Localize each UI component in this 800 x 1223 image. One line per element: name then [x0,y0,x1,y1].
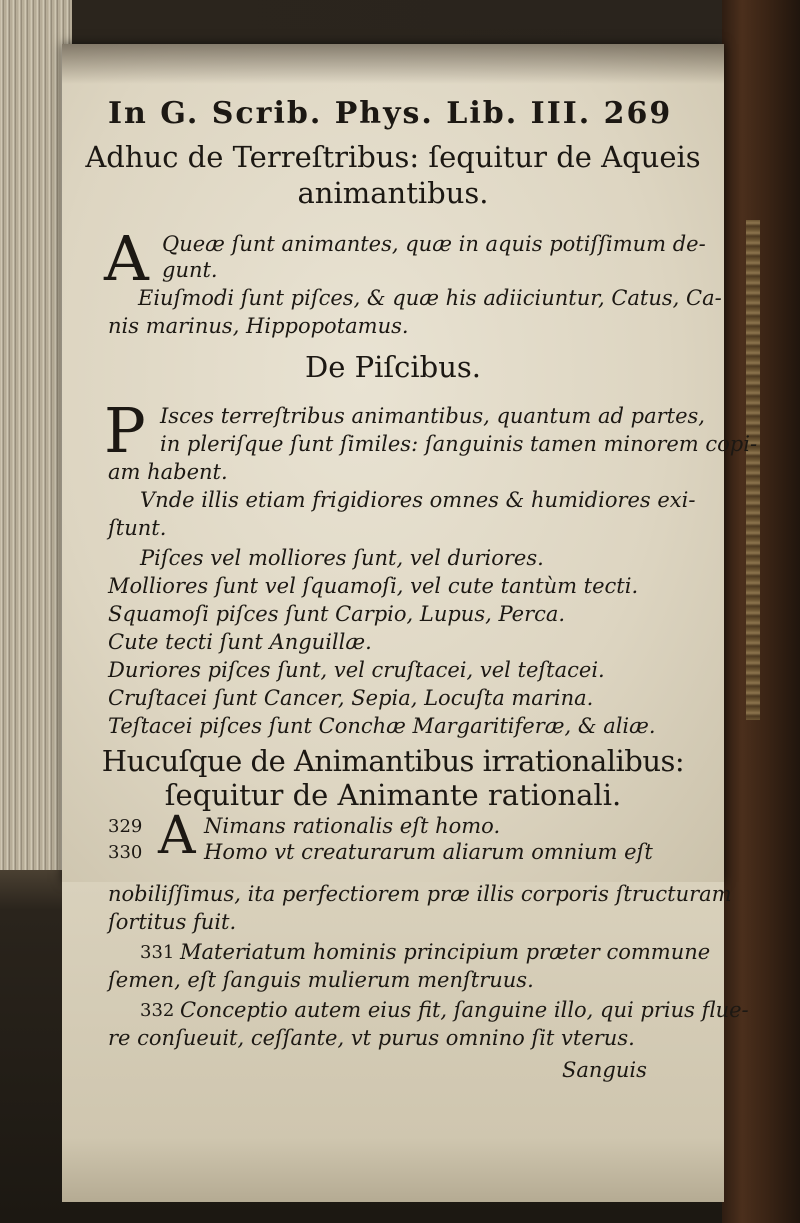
page-shadow [62,44,724,84]
list-item: Teſtacei piſces ſunt Conchæ Margaritiferæ, & aliæ. [108,714,656,738]
line-330: Homo vt creaturarum aliarum omnium eſt [204,840,653,864]
section1-initial: A [104,222,149,295]
section1-heading-line1: Adhuc de Terreſtribus: ſequitur de Aqueis [85,140,701,174]
section1-p2-line1: Eiuſmodi ſunt piſces, & quæ his adiiciuntur, Catus, Ca- [138,286,722,310]
section2-initial: P [104,394,146,467]
section1-p1-line2: gunt. [162,258,218,282]
binding-ornament [746,220,760,720]
section1-heading-line2: animantibus. [297,176,489,210]
list-item: Cruſtacei ſunt Cancer, Sepia, Locuſta marina. [108,686,594,710]
running-head: In G. Scrib. Phys. Lib. III. 269 [108,96,673,131]
paragraph-number-331: 331 [140,942,175,963]
book-binding [722,0,800,1223]
book-page-lower [62,882,749,1202]
catchword: Sanguis [562,1058,647,1082]
line-330-b: nobiliſſimus, ita perfectiorem præ illis corporis ſtructuram [108,882,732,906]
section3-heading-line2: ſequitur de Animante rationali. [164,778,622,812]
section2-p2-line1: Vnde illis etiam frigidiores omnes & humidiores exi- [140,488,696,512]
section2-heading: De Piſcibus. [304,350,481,384]
paragraph-number-332: 332 [140,1000,175,1021]
line-332-b: re conſueuit, ceſſante, vt purus omnino ſit vterus. [108,1026,635,1050]
book-page [62,44,758,882]
section2-p1-line3: am habent. [108,460,228,484]
line-331: Materiatum hominis principium præter commune [180,940,711,964]
section3-heading-line1: Hucuſque de Animantibus irrationalibus: [101,744,685,778]
section1-p1-line1: Queæ ſunt animantes, quæ in aquis potiſſimum de- [162,232,706,256]
list-item: Cute tecti ſunt Anguillæ. [108,630,372,654]
line-329: Nimans rationalis eſt homo. [204,814,501,838]
list-item: Piſces vel molliores ſunt, vel duriores. [140,546,544,570]
section2-p2-line2: ſtunt. [108,516,167,540]
section1-p2-line2: nis marinus, Hippopotamus. [108,314,409,338]
line-332: Conceptio autem eius fit, ſanguine illo, qui prius flue- [180,998,749,1022]
section3-initial: A [158,806,196,866]
line-331-b: ſemen, eſt ſanguis mulierum menſtruus. [108,968,534,992]
paragraph-number-330: 330 [108,842,143,863]
list-item: Molliores ſunt vel ſquamoſi, vel cute tantùm tecti. [108,574,639,598]
paragraph-number-329: 329 [108,816,143,837]
section2-p1-line1: Isces terreſtribus animantibus, quantum ad partes, [160,404,705,428]
line-330-c: ſortitus fuit. [108,910,237,934]
section2-p1-line2: in pleriſque ſunt ſimiles: ſanguinis tamen minorem copi- [160,432,758,456]
list-item: Squamoſi piſces ſunt Carpio, Lupus, Perca. [108,602,566,626]
list-item: Duriores piſces ſunt, vel cruſtacei, vel teſtacei. [108,658,605,682]
